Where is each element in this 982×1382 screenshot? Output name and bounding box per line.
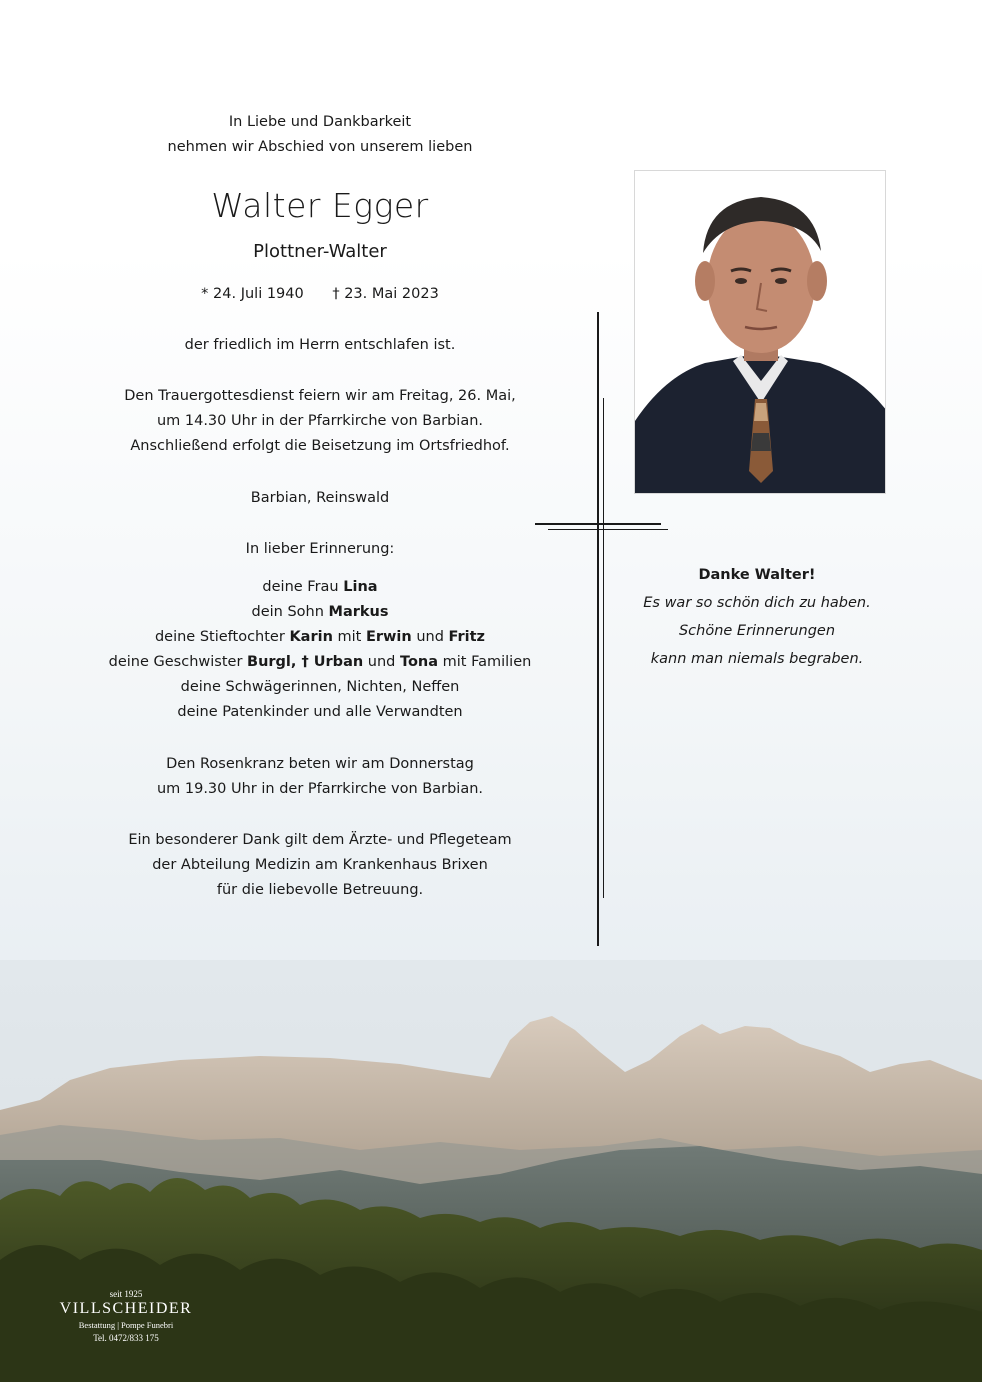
service-line-3: Anschließend erfolgt die Beisetzung im Ortsfriedhof. [130,438,510,454]
mourner-suffix: mit Familien [438,654,532,670]
mourner-connector: mit [332,629,366,645]
service-line-2: um 14.30 Uhr in der Pfarrkirche von Barbian. [156,413,484,429]
rosary-line-2: um 19.30 Uhr in der Pfarrkirche von Barbian. [156,781,484,797]
thanks-line-2: der Abteilung Medizin am Krankenhaus Brixen [152,857,488,873]
mourner-prefix: deine Geschwister [108,654,248,670]
funeral-home-logo [58,1289,194,1345]
mourners-list [90,575,550,725]
thanks-line-3: für die liebevolle Betreuung. [216,882,424,898]
passing-text [90,333,550,358]
mourner-name: Fritz [448,629,486,645]
mourner-connector: und [363,654,400,670]
quote-line-1: Es war so schön dich zu haben. [643,595,871,611]
mourner-wife [90,575,550,600]
memorial-quote [634,561,880,673]
logo-phone: Tel. 0472/833 175 [93,1333,159,1343]
mourner-name: Burgl, † Urban [247,654,364,670]
mourner-name: Markus [328,604,389,620]
quote-line-3: kann man niemals begraben. [650,651,864,667]
mourner-son [90,600,550,625]
intro-text [90,110,550,160]
place-line: Barbian, Reinswald [250,490,390,506]
mourner-name: Lina [343,579,378,595]
quote-line-2: Schöne Erinnerungen [678,623,836,639]
mourner-stepdaughter [90,625,550,650]
intro-line-2: nehmen wir Abschied von unserem lieben [167,139,473,155]
logo-since: seit 1925 [109,1289,143,1299]
memory-heading-line: In lieber Erinnerung: [245,541,395,557]
place-text [90,486,550,511]
portrait-photo [634,170,886,494]
intro-line-1: In Liebe und Dankbarkeit [228,114,412,130]
mourner-inlaws: deine Schwägerinnen, Nichten, Neffen [180,679,460,695]
deceased-nickname: Plottner-Walter [253,241,387,262]
thanks-line-1: Ein besonderer Dank gilt dem Ärzte- und Pflegeteam [128,832,512,848]
mourner-siblings [90,650,550,675]
life-dates [90,286,550,302]
rosary-line-1: Den Rosenkranz beten wir am Donnerstag [166,756,474,772]
quote-title: Danke Walter! [698,567,816,583]
cross-horizontal-thin-line [548,529,668,530]
cross-vertical-thin-line [603,398,604,898]
logo-subtitle: Bestattung | Pompe Funebri [78,1320,174,1330]
death-date: † 23. Mai 2023 [332,286,439,302]
cross-vertical-line [597,312,599,946]
memory-heading [90,537,550,562]
thanks-text [90,828,550,903]
birth-date: * 24. Juli 1940 [201,286,304,302]
deceased-name: Walter Egger [211,186,429,225]
mourner-name: Erwin [365,629,412,645]
mourner-godchildren: deine Patenkinder und alle Verwandten [177,704,463,720]
service-line-1: Den Trauergottesdienst feiern wir am Freitag, 26. Mai, [124,388,516,404]
mourner-prefix: dein Sohn [251,604,329,620]
logo-brand: VILLSCHEIDER [59,1300,193,1317]
mourner-prefix: deine Frau [262,579,344,595]
passing-line: der friedlich im Herrn entschlafen ist. [184,337,456,353]
mourner-connector: und [411,629,449,645]
mourner-name: Karin [289,629,333,645]
rosary-text [90,752,550,802]
mourner-name: Tona [400,654,439,670]
mourner-prefix: deine Stieftochter [154,629,290,645]
cross-horizontal-line [535,523,661,525]
service-text [90,384,550,459]
